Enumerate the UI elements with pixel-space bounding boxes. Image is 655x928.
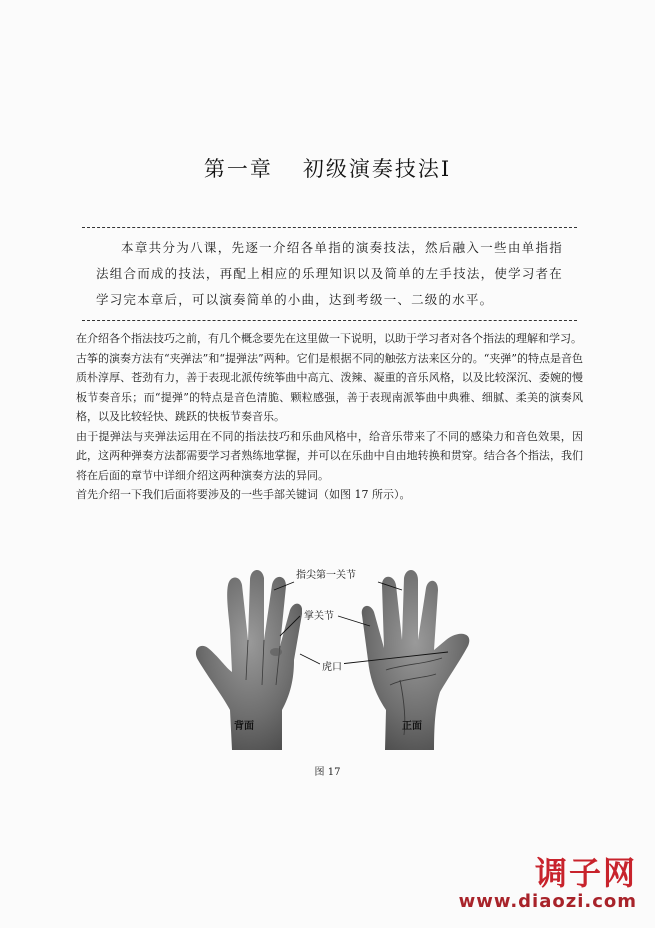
hand-figure [190,560,480,755]
label-tiger-mouth: 虎口 [320,658,344,673]
watermark-url: www.diaozi.com [458,891,637,912]
chapter-intro-box [82,227,577,321]
chapter-number: 第一章 [203,157,273,181]
paragraph: 首先介绍一下我们后面将要涉及的一些手部关键词（如图 17 所示）。 [76,488,411,501]
body-text [76,329,583,505]
label-fingertip-joint: 指尖第一关节 [294,566,358,581]
label-back-of-hand: 背面 [234,721,254,732]
chapter-title [0,153,655,183]
paragraph: 古筝的演奏方法有“夹弹法”和“提弹法”两种。它们是根据不同的触弦方法来区分的。“夹弹”的特点是音色质朴淳厚、苍劲有力，善于表现北派传统筝曲中高亢、泼辣、凝重的音乐风格，以及比较深沉、委婉的慢板节奏音乐；而“提弹”的特点是音色清脆、颗粒感强，善于表现南派筝曲中典雅、细腻、柔美的演奏风格，以及比较轻快、跳跃的快板节奏音乐。 [76,351,583,423]
intro-top-border [82,227,577,228]
watermark-site-name: 调子网 [534,854,637,892]
intro-bottom-border [82,320,577,321]
paragraph: 由于提弹法与夹弹法运用在不同的指法技巧和乐曲风格中，给音乐带来了不同的感染力和音色效果，因此，这两种弹奏方法都需要学习者熟练地掌握，并可以在乐曲中自由地转换和贯穿。结合各个指法，我们将在后面的章节中详细介绍这两种演奏方法的异同。 [76,429,583,482]
chapter-intro-text: 本章共分为八课，先逐一介绍各单指的演奏技法，然后融入一些由单指指法组合而成的技法，再配上相应的乐理知识以及简单的左手技法，使学习者在学习完本章后，可以演奏简单的小曲，达到考级一、二级的水平。 [96,240,563,307]
label-knuckle: 掌关节 [302,607,336,622]
chapter-name: 初级演奏技法Ⅰ [302,157,452,181]
paragraph: 在介绍各个指法技巧之前，有几个概念要先在这里做一下说明，以助于学习者对各个指法的理解和学习。 [76,332,582,345]
figure-caption: 图 17 [314,767,341,778]
pointer-line [300,654,320,664]
label-palm: 正面 [402,721,422,732]
watermark-logo [432,855,637,913]
